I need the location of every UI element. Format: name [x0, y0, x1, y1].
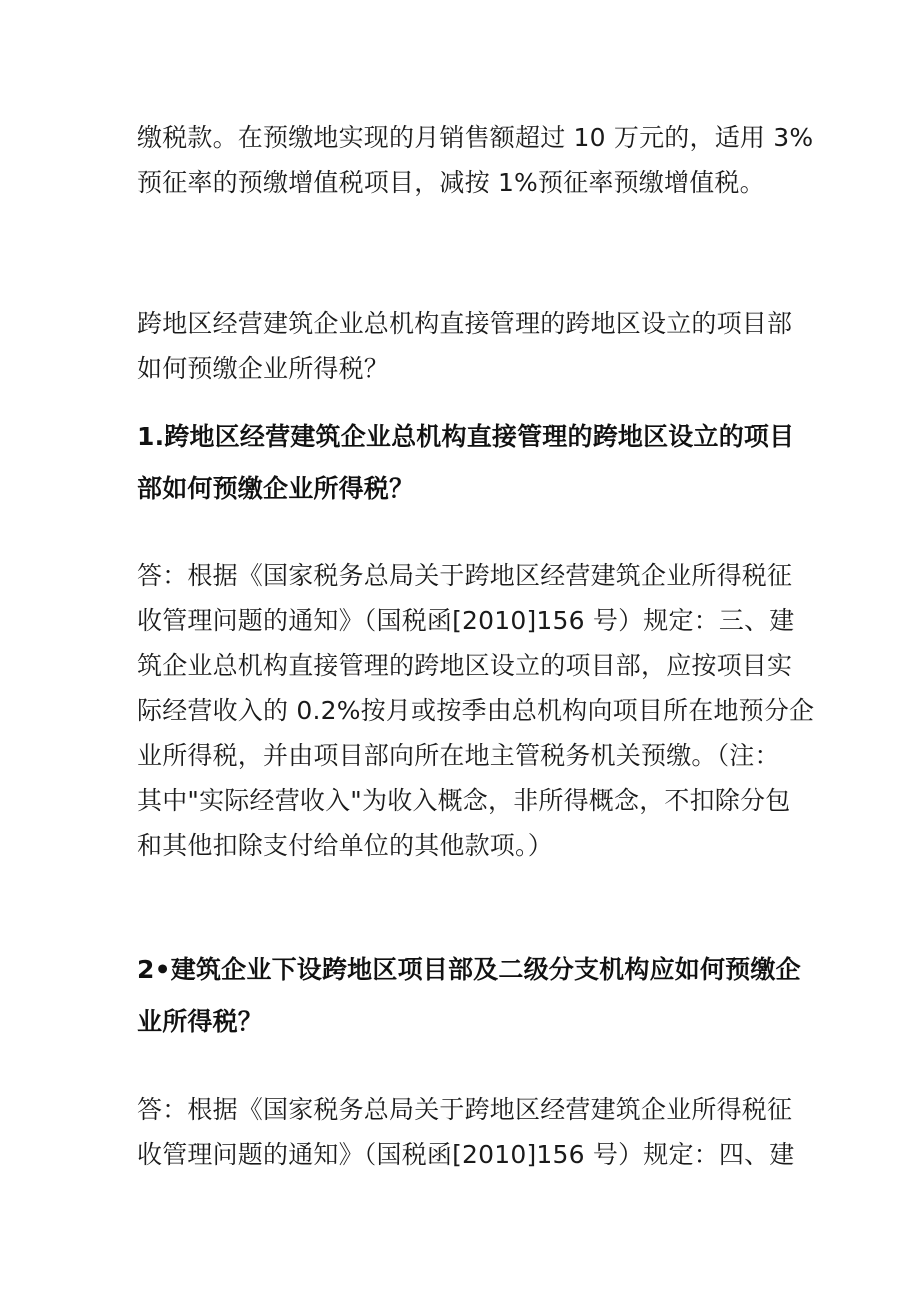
text-line: 跨地区经营建筑企业总机构直接管理的跨地区设立的项目部: [137, 309, 793, 338]
text-line: 答：根据《国家税务总局关于跨地区经营建筑企业所得税征: [137, 561, 793, 590]
heading-line: 部如何预缴企业所得税？: [137, 474, 415, 503]
paragraph-prepay-vat: [137, 115, 814, 205]
paragraph-question-intro: [137, 301, 793, 391]
heading-line: 1.跨地区经营建筑企业总机构直接管理的跨地区设立的项目: [137, 422, 795, 451]
text-line: 业所得税，并由项目部向所在地主管税务机关预缴。（注：: [137, 741, 780, 770]
text-line: 收管理问题的通知》（国税函[2010]156 号）规定：三、建: [137, 606, 795, 635]
text-line: 预征率的预缴增值税项目，减按 1%预征率预缴增值税。: [137, 168, 765, 197]
text-line: 缴税款。在预缴地实现的月销售额超过 10 万元的，适用 3%: [137, 123, 814, 152]
section-heading-1: [137, 411, 795, 515]
paragraph-answer-1: [137, 553, 815, 868]
text-line: 答：根据《国家税务总局关于跨地区经营建筑企业所得税征: [137, 1095, 793, 1124]
text-line: 筑企业总机构直接管理的跨地区设立的项目部，应按项目实: [137, 651, 793, 680]
text-line: 际经营收入的 0.2%按月或按季由总机构向项目所在地预分企: [137, 696, 815, 725]
paragraph-answer-2: [137, 1087, 795, 1177]
text-line: 其中"实际经营收入"为收入概念，非所得概念，不扣除分包: [137, 786, 791, 815]
heading-line: 2•建筑企业下设跨地区项目部及二级分支机构应如何预缴企: [137, 955, 801, 984]
text-line: 如何预缴企业所得税？: [137, 354, 390, 383]
text-line: 和其他扣除支付给单位的其他款项。）: [137, 831, 553, 860]
section-heading-2: [137, 944, 801, 1048]
text-line: 收管理问题的通知》（国税函[2010]156 号）规定：四、建: [137, 1140, 795, 1169]
heading-line: 业所得税？: [137, 1007, 264, 1036]
